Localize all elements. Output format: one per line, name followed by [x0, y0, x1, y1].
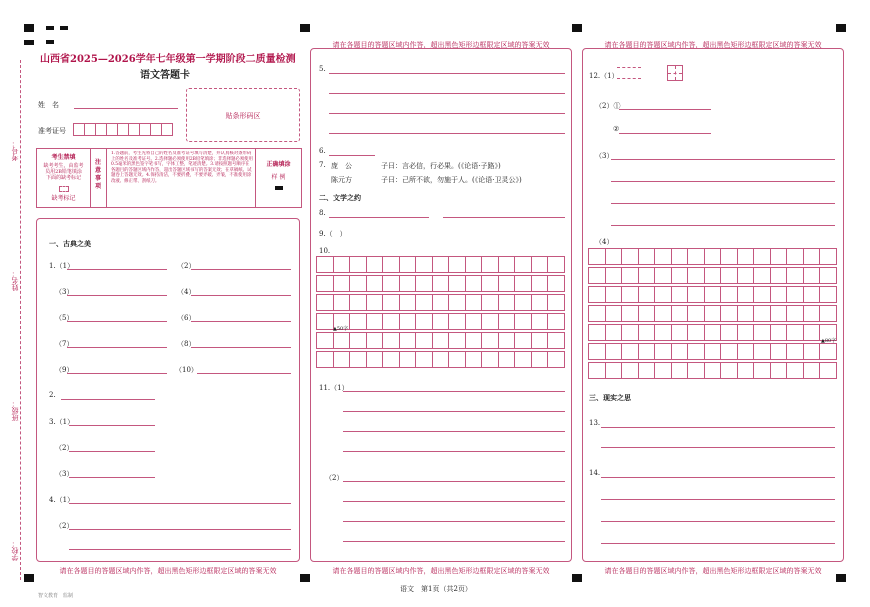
q10-label: 10.	[319, 247, 331, 255]
q1-7-label: （7）	[55, 340, 74, 348]
q11-2-line-2[interactable]	[343, 501, 565, 502]
q11-2-line-4[interactable]	[343, 541, 565, 542]
q4-1-line[interactable]	[69, 503, 291, 504]
section-classical: 一、古典之美	[49, 239, 91, 248]
registration-mark	[46, 26, 54, 30]
q12-3-line-3[interactable]	[611, 203, 835, 204]
q10-writing-grid[interactable]	[317, 257, 565, 368]
q4-2-line-2[interactable]	[69, 549, 291, 550]
side-label-school: 学校：	[11, 540, 19, 561]
q11-2-label: （2）	[325, 474, 344, 482]
q1-9-line[interactable]	[67, 373, 167, 374]
q14-line-1[interactable]	[601, 477, 835, 478]
q12-3-line-4[interactable]	[611, 225, 835, 226]
q7-row1-name: 庞 公	[331, 162, 352, 170]
q11-1-line-1[interactable]	[343, 391, 565, 392]
candidate-box	[37, 149, 91, 207]
q12-3-line-1[interactable]	[611, 159, 835, 160]
section-reality: 三、现实之思	[589, 393, 631, 402]
registration-mark	[300, 574, 310, 582]
q1-10-line[interactable]	[197, 373, 291, 374]
q1-3-line[interactable]	[67, 295, 167, 296]
q3-1-label: 3.（1）	[49, 418, 75, 426]
q1-5-line[interactable]	[67, 321, 167, 322]
registration-mark	[46, 40, 54, 44]
candidate-box-title: 考生禁填	[51, 154, 76, 161]
q3-3-line[interactable]	[69, 477, 155, 478]
q12-1-pinyin-box[interactable]	[617, 67, 641, 79]
registration-mark	[60, 26, 68, 30]
q6-label: 6.	[319, 147, 326, 155]
q12-2b-line[interactable]	[619, 133, 711, 134]
q14-line-4[interactable]	[601, 543, 835, 544]
q12-1-label: 12.（1）	[589, 72, 619, 80]
q1-4-label: （4）	[177, 288, 196, 296]
q1-6-line[interactable]	[191, 321, 291, 322]
notes-title: 注意事项	[95, 159, 102, 190]
notes-title-cell	[91, 149, 107, 207]
q4-1-label: 4.（1）	[49, 496, 75, 504]
q5-label: 5.	[319, 65, 326, 73]
q1-2-label: （2）	[177, 262, 196, 270]
q1-8-line[interactable]	[191, 347, 291, 348]
q1-7-line[interactable]	[67, 347, 167, 348]
registration-mark	[300, 24, 310, 32]
q10-word-marker: ▲50字	[333, 326, 349, 332]
q7-row2-name: 陈元方	[331, 176, 352, 184]
q5-line-1[interactable]	[329, 73, 565, 74]
bottom-warning-col1: 请在各题目的答题区域内作答，超出黑色矩形边框限定区域的答案无效	[59, 567, 277, 575]
absent-checkbox[interactable]	[59, 186, 69, 192]
footer-corner-text: 智文教育 监制	[38, 593, 74, 599]
barcode-label: 贴条形码区	[225, 112, 261, 120]
info-box	[36, 148, 302, 208]
q14-label: 14.	[589, 469, 601, 477]
q5-line-2[interactable]	[329, 93, 565, 94]
sample-filled-mark	[275, 186, 283, 190]
q7-row2-text: 子曰：己所不欲，勿施于人。(《论语·卫灵公》)	[381, 176, 522, 184]
q8-label: 8.	[319, 209, 326, 217]
side-label-exam-id: 考号：	[11, 140, 19, 161]
q1-4-line[interactable]	[191, 295, 291, 296]
q11-2-line-3[interactable]	[343, 521, 565, 522]
q12-3-label: （3）	[595, 152, 614, 160]
name-field[interactable]	[74, 108, 178, 109]
q1-2-line[interactable]	[191, 269, 291, 270]
bottom-warning-col3: 请在各题目的答题区域内作答，超出黑色矩形边框限定区域的答案无效	[604, 567, 822, 575]
q12-2a-label: （2）①	[595, 102, 621, 110]
q14-line-2[interactable]	[601, 499, 835, 500]
q11-1-line-3[interactable]	[343, 431, 565, 432]
bottom-warning-col2: 请在各题目的答题区域内作答，超出黑色矩形边框限定区域的答案无效	[332, 567, 550, 575]
q11-1-label: 11.（1）	[319, 384, 349, 392]
registration-mark	[24, 574, 34, 582]
q4-2-label: （2）	[55, 522, 74, 530]
absent-label: 缺考标记	[51, 195, 76, 202]
candidate-box-text: 缺考考生，由监考员用2B铅笔填涂下面的缺考标记	[43, 163, 84, 181]
q12-3-line-2[interactable]	[611, 181, 835, 182]
q12-4-writing-grid[interactable]	[589, 249, 837, 379]
q5-line-3[interactable]	[329, 113, 565, 114]
q1-10-label: （10）	[175, 366, 198, 374]
q4-2-line-1[interactable]	[69, 529, 291, 530]
q12-4-label: （4）	[595, 238, 614, 246]
side-dashed-line	[20, 60, 21, 580]
registration-mark	[572, 574, 582, 582]
sample-cell	[255, 149, 301, 207]
q3-2-line[interactable]	[69, 451, 155, 452]
q12-2a-line[interactable]	[619, 109, 711, 110]
answer-panel-col2	[310, 48, 572, 562]
sheet-title: 语文答题卡	[140, 70, 190, 81]
registration-mark	[836, 24, 846, 32]
q5-line-4[interactable]	[329, 133, 565, 134]
q9-label: 9.（ ）	[319, 230, 347, 238]
q8-line-2[interactable]	[443, 217, 565, 218]
q1-1-label: 1.（1）	[49, 262, 75, 270]
q7-row1-text: 子曰：言必信，行必果。(《论语·子路》)	[381, 162, 501, 170]
q13-line-1[interactable]	[601, 427, 835, 428]
side-label-name: 姓名：	[11, 270, 19, 291]
section-literature: 二、文学之约	[319, 193, 361, 202]
q1-1-line[interactable]	[67, 269, 167, 270]
q13-label: 13.	[589, 419, 601, 427]
q6-line[interactable]	[329, 155, 375, 156]
q12-2b-label: ②	[613, 125, 620, 133]
q8-line-1[interactable]	[329, 217, 429, 218]
top-warning-col3: 请在各题目的答题区域内作答，超出黑色矩形边框限定区域的答案无效	[604, 41, 822, 49]
q1-9-label: （9）	[55, 366, 74, 374]
registration-mark	[24, 24, 34, 32]
q2-line[interactable]	[61, 399, 155, 400]
q1-5-label: （5）	[55, 314, 74, 322]
top-warning-col2: 请在各题目的答题区域内作答，超出黑色矩形边框限定区域的答案无效	[332, 41, 550, 49]
q1-3-label: （3）	[55, 288, 74, 296]
q13-line-2[interactable]	[601, 447, 835, 448]
q12-1-character-box[interactable]	[667, 65, 683, 81]
q12-4-word-marker: ▲80字	[821, 338, 837, 344]
side-label-class: 班级：	[11, 400, 19, 421]
q3-1-line[interactable]	[69, 425, 155, 426]
page-number: 语文 第1页（共2页）	[400, 585, 472, 593]
sample-label: 样 例	[271, 174, 286, 181]
q3-2-label: （2）	[55, 444, 74, 452]
q11-1-line-4[interactable]	[343, 451, 565, 452]
q14-line-3[interactable]	[601, 521, 835, 522]
exam-id-label: 准考证号	[38, 127, 66, 135]
q2-label: 2.	[49, 391, 56, 399]
q1-8-label: （8）	[177, 340, 196, 348]
name-label: 姓 名	[38, 101, 59, 109]
q7-label: 7.	[319, 161, 326, 169]
exam-id-boxes[interactable]	[74, 124, 173, 136]
q11-2-line-1[interactable]	[343, 481, 565, 482]
answer-panel-col1	[36, 218, 300, 562]
sample-title: 正确填涂	[266, 161, 291, 168]
exam-title: 山西省2025—2026学年七年级第一学期阶段二质量检测	[40, 54, 296, 65]
q1-6-label: （6）	[177, 314, 196, 322]
q3-3-label: （3）	[55, 470, 74, 478]
answer-panel-col3	[582, 48, 844, 562]
registration-mark	[572, 24, 582, 32]
q11-1-line-2[interactable]	[343, 411, 565, 412]
barcode-area	[186, 88, 300, 142]
registration-mark	[24, 40, 34, 45]
notes-text: 1.答题前，考生先将自己的姓名及准考证号填写清楚，并认真核对条形码上的姓名及准考证号。2.选择题必须使用2B铅笔填涂；非选择题必须使用0.5毫米的黑色签字笔书写，字体工整，笔迹清楚。3.请按照题号顺序在各题目的答题区域内作答，超出答题区域书写的答案无效；在草稿纸、试题卷上答题无效。4.保持清洁，不要折叠，不要弄破、弄皱，不准使用涂改液、修正带、刮纸刀。	[111, 151, 253, 184]
